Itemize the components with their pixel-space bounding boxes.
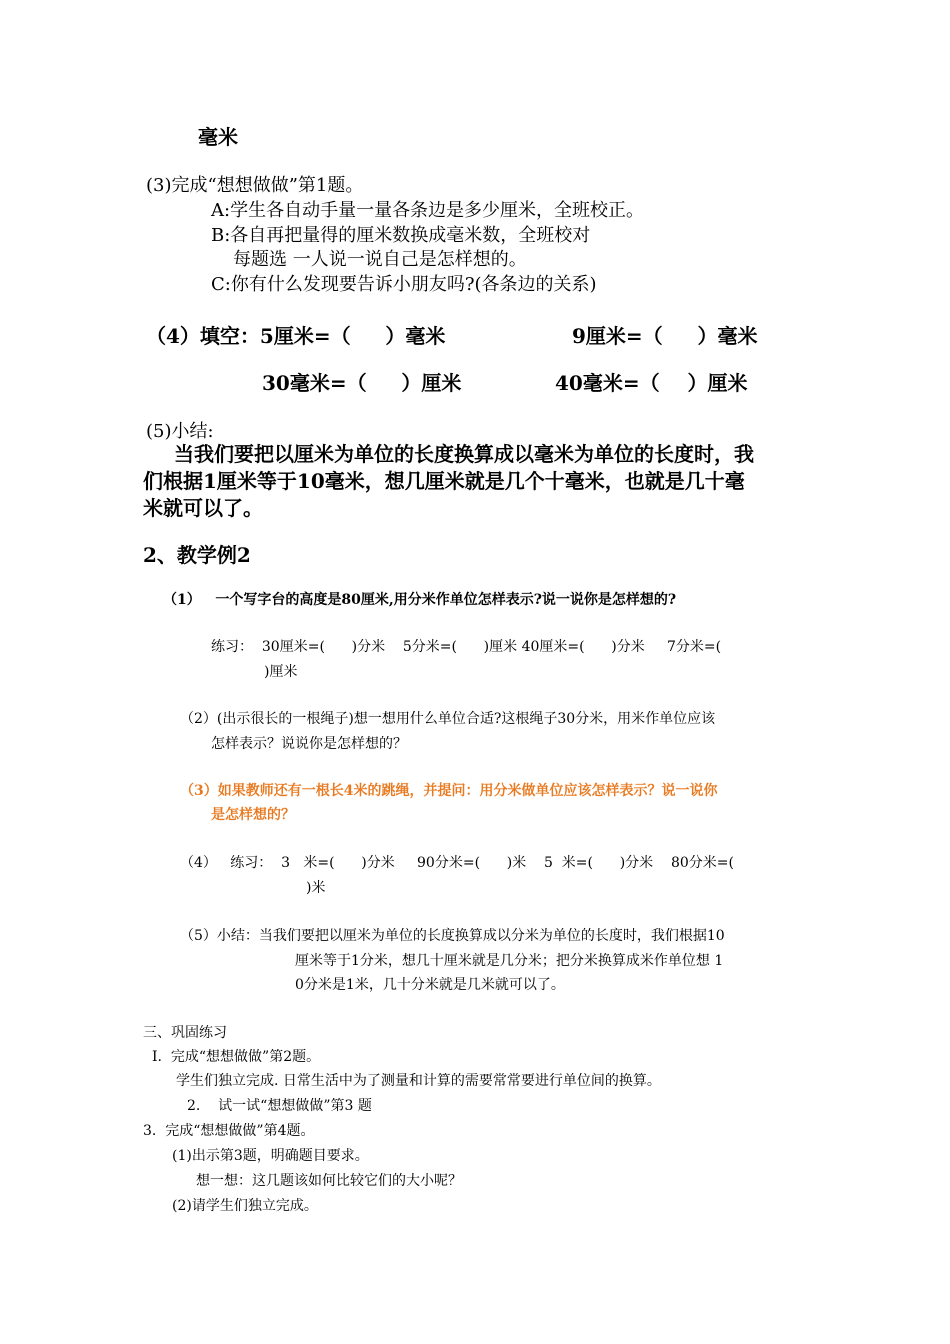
section-heading: (5)小结: [146, 421, 214, 442]
text-line: （2）(出示很长的一根绳子)想一想用什么单位合适?这根绳子30分米，用米作单位应该 [180, 711, 716, 727]
exercise-line: )厘米 [264, 664, 298, 680]
fill-blank-line: 30毫米=（ ）厘米 [262, 371, 462, 395]
exercise-line: （4） 练习： 3 米=( )分米 90分米=( )米 5 米=( )分米 80分米=( [180, 855, 734, 871]
fill-blank-line: 9厘米=（ ）毫米 [572, 324, 758, 348]
section-heading: (3)完成“想想做做”第1题。 [146, 175, 364, 196]
exercise-line: )米 [306, 880, 326, 896]
text-line: (2)请学生们独立完成。 [172, 1198, 318, 1214]
text-line: (1)出示第3题，明确题目要求。 [172, 1148, 369, 1164]
exercise-line: 练习： 30厘米=( )分米 5分米=( )厘米 40厘米=( )分米 7分米=( [211, 639, 722, 655]
fill-blank-line: （4）填空：5厘米=（ ）毫米 [146, 324, 446, 348]
text-line: 2. 试一试“想想做做”第3 题 [187, 1098, 372, 1114]
section-heading: 三、巩固练习 [143, 1025, 227, 1041]
text-line: 毫米 [198, 125, 238, 149]
section-heading: 2、教学例2 [143, 543, 251, 567]
text-line: A:学生各自动手量一量各条边是多少厘米，全班校正。 [211, 200, 645, 221]
text-line: （1） 一个写字台的高度是80厘米,用分米作单位怎样表示?说一说你是怎样想的? [163, 592, 677, 608]
text-line: 怎样表示？说说你是怎样想的？ [211, 736, 407, 752]
text-line: 们根据1厘米等于10毫米，想几厘米就是几个十毫米，也就是几十毫 [143, 469, 745, 493]
text-line: 当我们要把以厘米为单位的长度换算成以毫米为单位的长度时，我 [174, 442, 754, 466]
text-line: 0分米是1米，几十分米就是几米就可以了。 [295, 977, 565, 993]
text-line: I. 完成“想想做做”第2题。 [152, 1049, 321, 1065]
text-line: 米就可以了。 [143, 496, 263, 520]
fill-blank-line: 40毫米=（ ）厘米 [555, 371, 748, 395]
text-line: C:你有什么发现要告诉小朋友吗?(各条边的关系) [211, 274, 597, 295]
text-line: 想一想：这几题该如何比较它们的大小呢？ [196, 1173, 462, 1189]
highlight-line: （3）如果教师还有一根长4米的跳绳，并提问：用分米做单位应该怎样表示？说一说你 [180, 783, 718, 799]
text-line: 每题选 一人说一说自己是怎样想的。 [233, 249, 527, 270]
text-line: 3. 完成“想想做做”第4题。 [143, 1123, 315, 1139]
text-line: 厘米等于1分米，想几十厘米就是几分米；把分米换算成米作单位想 1 [295, 953, 724, 969]
highlight-line: 是怎样想的？ [211, 807, 295, 823]
text-line: 学生们独立完成. 日常生活中为了测量和计算的需要常常要进行单位间的换算。 [176, 1073, 661, 1089]
text-line: B:各自再把量得的厘米数换成毫米数，全班校对 [211, 225, 591, 246]
text-line: （5）小结：当我们要把以厘米为单位的长度换算成以分米为单位的长度时，我们根据10 [180, 928, 725, 944]
